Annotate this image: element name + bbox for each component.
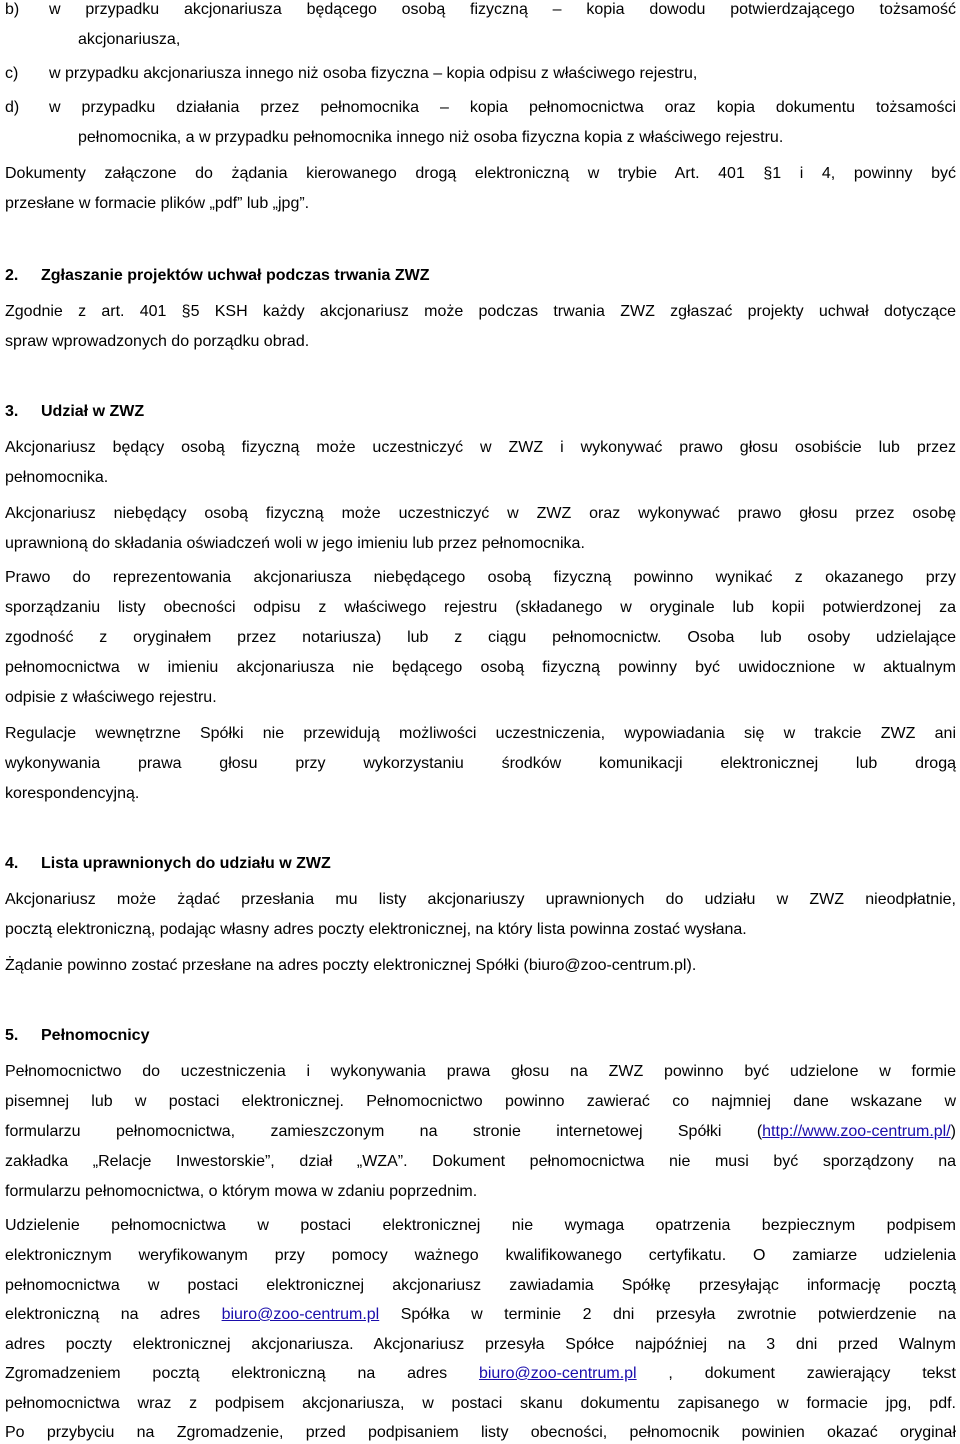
- section-5-p1-line3: [5, 1122, 956, 1142]
- section-5-p2-line3: pełnomocnictwa w postaci elektronicznej akcjonariusz zawiadamia Spółkę przesyłając informację pocztą: [5, 1277, 956, 1294]
- section-4-heading: [5, 854, 956, 874]
- section-5-p2-line2: elektronicznym weryfikowanym przy pomocy ważnego kwalifikowanego certyfikatu. O zamiarze udzielenia: [5, 1247, 956, 1264]
- list-item-b-line1: w przypadku akcjonariusza będącego osobą fizyczną – kopia dowodu potwierdzającego tożsamość: [49, 1, 956, 18]
- company-website-link[interactable]: http://www.zoo-centrum.pl/: [762, 1123, 951, 1140]
- section-5-heading: [5, 1026, 956, 1046]
- section-5-p2-line7: pełnomocnictwa wraz z podpisem akcjonariusza, w postaci skanu dokumentu zapisanego w formacie jpg, pdf.: [5, 1395, 956, 1412]
- section-5-p1-line3-text: formularzu pełnomocnictwa, zamieszczonym na stronie internetowej Spółki (: [5, 1123, 763, 1140]
- section-5-p2-line4: [5, 1305, 956, 1325]
- section-5-p2-line4-text: elektroniczną na adres: [5, 1306, 222, 1323]
- section-5-p2-line1: Udzielenie pełnomocnictwa w postaci elektronicznej nie wymaga opatrzenia bezpiecznym podpisem: [5, 1217, 956, 1234]
- section-2-line1: Zgodnie z art. 401 §5 KSH każdy akcjonariusz może podczas trwania ZWZ zgłaszać projekty uchwał dotyczące: [5, 303, 956, 320]
- section-5-p1-line1: Pełnomocnictwo do uczestniczenia i wykonywania prawa głosu na ZWZ powinno być udzielone w formie: [5, 1063, 956, 1080]
- section-4-p1-line1: Akcjonariusz może żądać przesłania mu listy akcjonariuszy uprawnionych do udziału w ZWZ nieodpłatnie,: [5, 891, 956, 908]
- list-item-b-line2: akcjonariusza,: [78, 31, 181, 48]
- section-4-p2-line1: Żądanie powinno zostać przesłane na adres poczty elektronicznej Spółki (biuro@zoo-centrum.pl).: [5, 957, 697, 974]
- section-3-p4-line1: Regulacje wewnętrzne Spółki nie przewidują możliwości uczestniczenia, wypowiadania się w trakcie ZWZ ani: [5, 725, 956, 742]
- section-5-p2-line5: adres poczty elektronicznej akcjonariusza. Akcjonariusz przesyła Spółce najpóźniej na 3 dni przed Walnym: [5, 1336, 956, 1353]
- list-marker-d: d): [5, 99, 20, 116]
- section-5-p1-line2: pisemnej lub w postaci elektronicznej. Pełnomocnictwo powinno zawierać co najmniej dane wskazane w: [5, 1093, 956, 1110]
- section-5-p2-line6-end: , dokument zawierający tekst: [636, 1365, 956, 1382]
- section-5-p2-line6: [5, 1364, 956, 1384]
- section-3-p4-line2: wykonywania prawa głosu przy wykorzystaniu środków komunikacji elektronicznej lub drogą: [5, 755, 956, 772]
- section-5-number: 5.: [5, 1027, 19, 1044]
- section-2-title: Zgłaszanie projektów uchwał podczas trwania ZWZ: [41, 267, 430, 284]
- section-3-p3-line1: Prawo do reprezentowania akcjonariusza niebędącego osobą fizyczną powinno wynikać z okazanego przy: [5, 569, 956, 586]
- section-5-p1-line4: zakładka „Relacje Inwestorskie”, dział „WZA”. Dokument pełnomocnictwa nie musi być sporządzony na: [5, 1153, 956, 1170]
- section-3-heading: [5, 402, 956, 422]
- section-3-p1-line2: pełnomocnika.: [5, 469, 109, 486]
- section-2-line2: spraw wprowadzonych do porządku obrad.: [5, 333, 310, 350]
- section-3-p2-line2: uprawnioną do składania oświadczeń woli w jego imieniu lub przez pełnomocnika.: [5, 535, 585, 552]
- documents-note-line2: przesłane w formacie plików „pdf” lub „jpg”.: [5, 195, 310, 212]
- section-5-title: Pełnomocnicy: [41, 1027, 150, 1044]
- section-3-p2-line1: Akcjonariusz niebędący osobą fizyczną może uczestniczyć w ZWZ oraz wykonywać prawo głosu przez osobę: [5, 505, 956, 522]
- section-3-title: Udział w ZWZ: [41, 403, 145, 420]
- section-2-number: 2.: [5, 267, 19, 284]
- section-5-p2-line4-end: Spółka w terminie 2 dni przesyła zwrotnie potwierdzenie na: [379, 1306, 956, 1323]
- section-5-p1-line5: formularzu pełnomocnictwa, o którym mowa w zdaniu poprzednim.: [5, 1183, 478, 1200]
- list-marker-c: c): [5, 65, 19, 82]
- section-3-p3-line3: zgodność z oryginałem przez notariusza) lub z ciągu pełnomocnictw. Osoba lub osoby udzielające: [5, 629, 956, 646]
- list-marker-b: b): [5, 1, 20, 18]
- section-3-p3-line4: pełnomocnictwa w imieniu akcjonariusza nie będącego osobą fizyczną powinny być uwidocznione w aktualnym: [5, 659, 956, 676]
- section-3-p3-line5: odpisie z właściwego rejestru.: [5, 689, 217, 706]
- section-4-number: 4.: [5, 855, 19, 872]
- section-3-p3-line2: sporządzaniu listy obecności odpisu z właściwego rejestru (składanego w oryginale lub kopii potwierdzonej za: [5, 599, 956, 616]
- section-4-title: Lista uprawnionych do udziału w ZWZ: [41, 855, 331, 872]
- section-3-number: 3.: [5, 403, 19, 420]
- company-email-link-2[interactable]: biuro@zoo-centrum.pl: [478, 1365, 637, 1382]
- list-item-d-line1: w przypadku działania przez pełnomocnika – kopia pełnomocnictwa oraz kopia dokumentu tożsamości: [49, 99, 956, 116]
- documents-note-line1: Dokumenty załączone do żądania kierowanego drogą elektroniczną w trybie Art. 401 §1 i 4, powinny być: [5, 165, 956, 182]
- company-email-link[interactable]: biuro@zoo-centrum.pl: [221, 1306, 380, 1323]
- section-5-p2-line8: Po przybyciu na Zgromadzenie, przed podpisaniem listy obecności, pełnomocnik powinien okazać oryginał: [5, 1424, 956, 1441]
- section-2-heading: [5, 266, 956, 286]
- list-item-c-line1: w przypadku akcjonariusza innego niż osoba fizyczna – kopia odpisu z właściwego rejestru,: [49, 65, 698, 82]
- section-3-p1-line1: Akcjonariusz będący osobą fizyczną może uczestniczyć w ZWZ i wykonywać prawo głosu osobiście lub przez: [5, 439, 956, 456]
- list-item-d-line2: pełnomocnika, a w przypadku pełnomocnika innego niż osoba fizyczna kopia z właściwego rejestru.: [78, 129, 784, 146]
- section-5-p1-line3-end: ): [950, 1123, 956, 1140]
- section-4-p1-line2: pocztą elektroniczną, podając własny adres poczty elektronicznej, na który lista powinna zostać wysłana.: [5, 921, 747, 938]
- section-5-p2-line6-text: Zgromadzeniem pocztą elektroniczną na adres: [5, 1365, 479, 1382]
- section-3-p4-line3: korespondencyjną.: [5, 785, 140, 802]
